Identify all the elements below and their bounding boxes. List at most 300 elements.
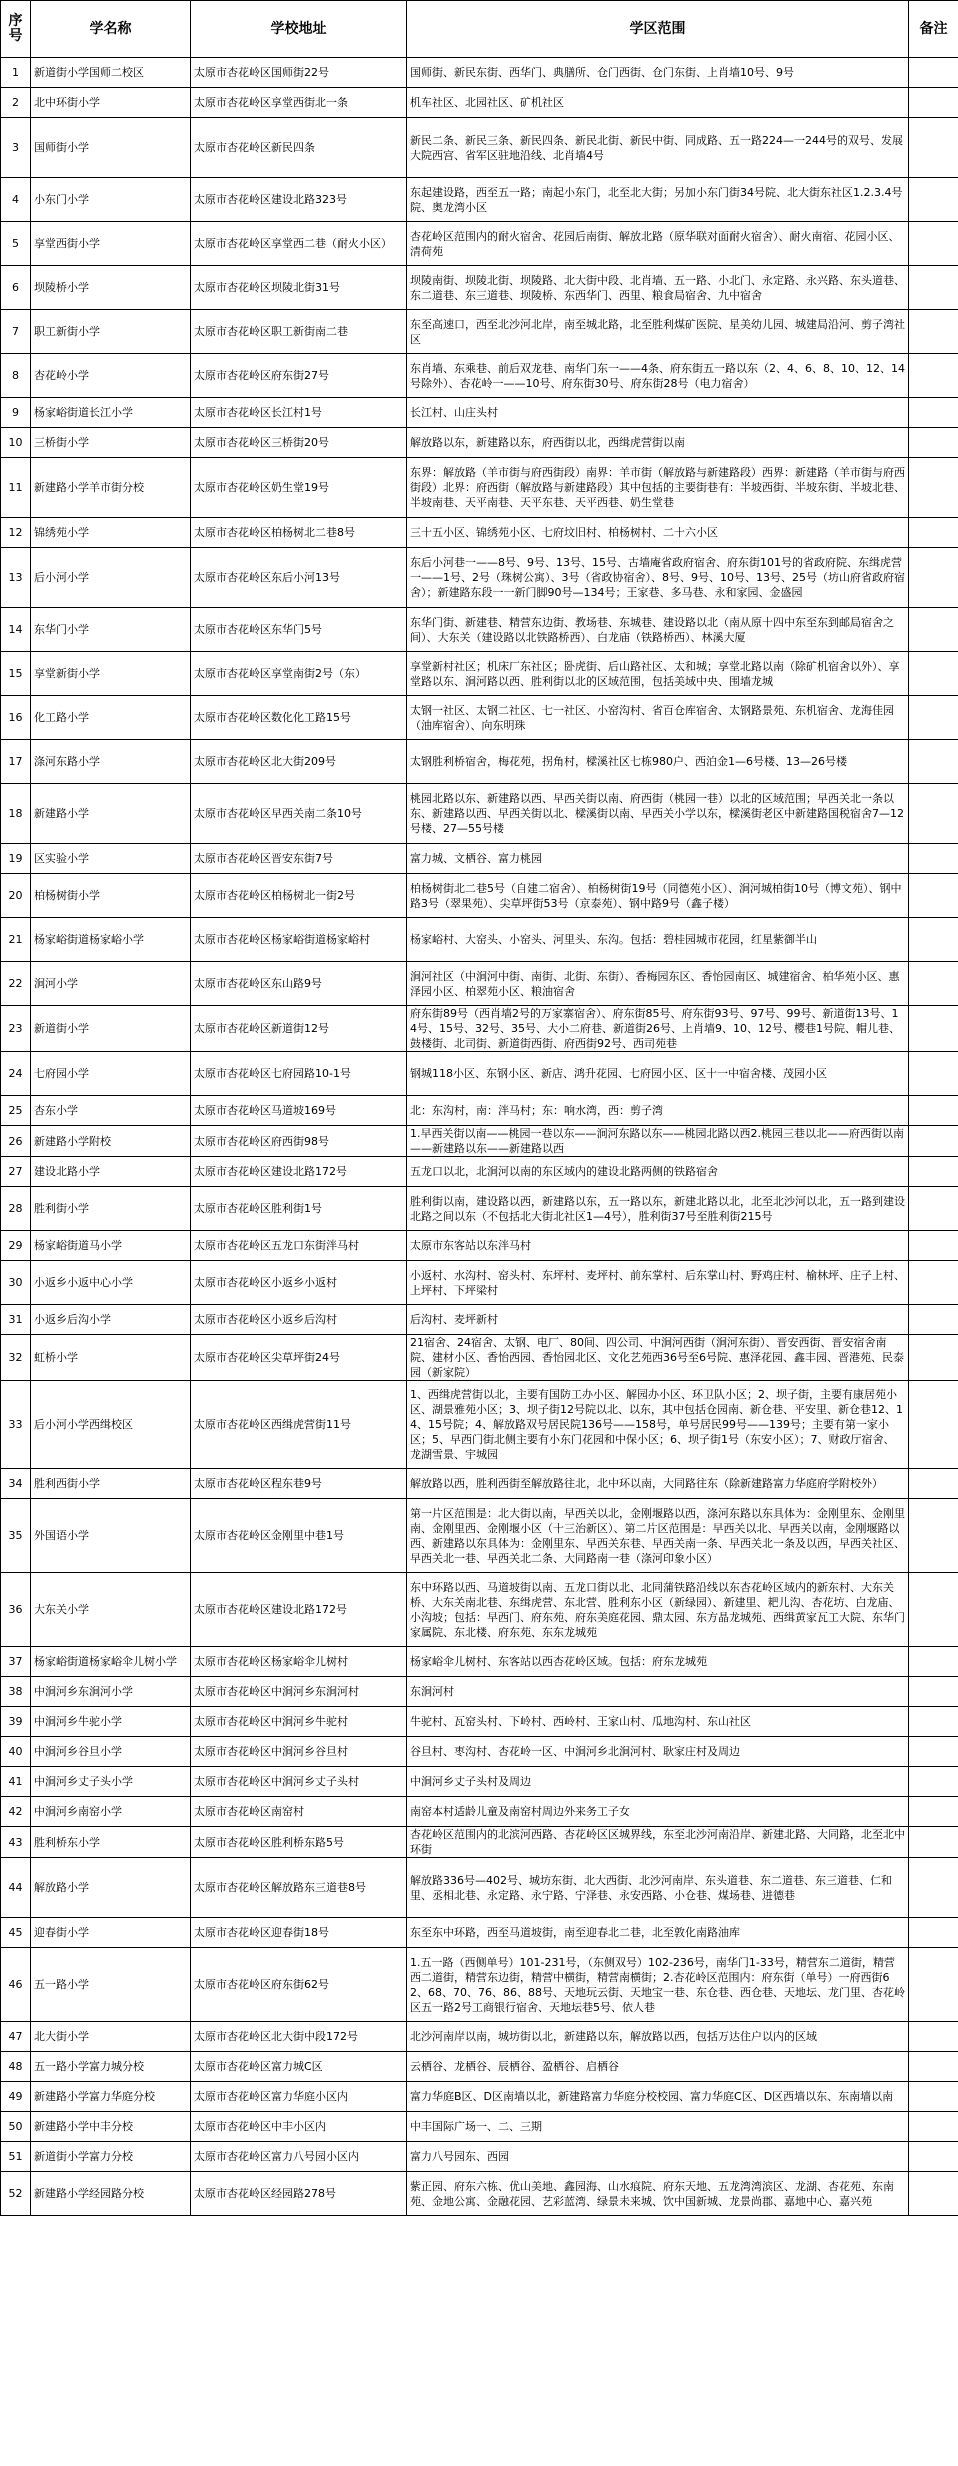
cell-school-address: 太原市杏花岭区府东街62号	[191, 1948, 407, 2022]
header-school-address: 学校地址	[191, 1, 407, 58]
cell-index: 18	[1, 784, 31, 844]
table-row	[1, 962, 958, 1006]
table-row	[1, 1006, 958, 1052]
table-row	[1, 844, 958, 874]
cell-school-name: 小返乡小返中心小学	[31, 1261, 191, 1305]
cell-district-range: 解放路以西，胜利西街至解放路往北，北中环以南，大同路往东（除新建路富力华庭府学附校外）	[407, 1469, 909, 1499]
cell-index: 34	[1, 1469, 31, 1499]
cell-district-range: 谷旦村、枣沟村、杏花岭一区、中涧河乡北涧河村、耿家庄村及周边	[407, 1737, 909, 1767]
cell-district-range: 新民二条、新民三条、新民四条、新民北街、新民中街、同成路、五一路224—一244号的双号、发展大院西宫、省军区驻地沿线、北肖墙4号	[407, 118, 909, 178]
cell-school-name: 杨家峪街道杨家峪小学	[31, 918, 191, 962]
cell-school-name: 新建路小学中丰分校	[31, 2112, 191, 2142]
cell-school-address: 太原市杏花岭区东华门5号	[191, 608, 407, 652]
cell-school-address: 太原市杏花岭区富力八号园小区内	[191, 2142, 407, 2172]
cell-school-address: 太原市杏花岭区新民四条	[191, 118, 407, 178]
cell-remarks	[909, 2052, 958, 2082]
cell-remarks	[909, 1707, 958, 1737]
cell-remarks	[909, 1797, 958, 1827]
cell-index: 31	[1, 1305, 31, 1335]
cell-district-range: 三十五小区、锦绣苑小区、七府坟旧村、柏杨树村、二十六小区	[407, 518, 909, 548]
cell-index: 3	[1, 118, 31, 178]
cell-school-address: 太原市杏花岭区府西街98号	[191, 1126, 407, 1157]
cell-school-name: 新道街小学国师二校区	[31, 58, 191, 88]
cell-remarks	[909, 2082, 958, 2112]
cell-school-address: 太原市杏花岭区中涧河乡东涧河村	[191, 1677, 407, 1707]
cell-index: 48	[1, 2052, 31, 2082]
cell-index: 47	[1, 2022, 31, 2052]
cell-index: 5	[1, 222, 31, 266]
cell-index: 44	[1, 1858, 31, 1918]
cell-school-address: 太原市杏花岭区晋安东街7号	[191, 844, 407, 874]
table-header-row	[1, 1, 958, 58]
cell-school-name: 虹桥小学	[31, 1335, 191, 1381]
cell-school-name: 小东门小学	[31, 178, 191, 222]
cell-remarks	[909, 310, 958, 354]
cell-index: 20	[1, 874, 31, 918]
cell-school-name: 新道街小学	[31, 1006, 191, 1052]
cell-school-name: 外国语小学	[31, 1499, 191, 1573]
cell-index: 11	[1, 458, 31, 518]
cell-school-address: 太原市杏花岭区南窑村	[191, 1797, 407, 1827]
table-row	[1, 1231, 958, 1261]
cell-school-name: 新建路小学	[31, 784, 191, 844]
cell-index: 30	[1, 1261, 31, 1305]
cell-school-address: 太原市杏花岭区长江村1号	[191, 398, 407, 428]
table-row	[1, 696, 958, 740]
cell-district-range: 富力华庭B区、D区南墙以北，新建路富力华庭分校校园、富力华庭C区、D区西墙以东、东南墙以南	[407, 2082, 909, 2112]
cell-school-address: 太原市杏花岭区五龙口东街泮马村	[191, 1231, 407, 1261]
cell-index: 15	[1, 652, 31, 696]
cell-district-range: 杨家峪村、大窑头、小窑头、河里头、东沟。包括：碧桂园城市花园，红星紫御半山	[407, 918, 909, 962]
table-row	[1, 222, 958, 266]
cell-remarks	[909, 2142, 958, 2172]
cell-school-name: 后小河小学	[31, 548, 191, 608]
table-row	[1, 2022, 958, 2052]
cell-school-name: 享堂新街小学	[31, 652, 191, 696]
cell-school-name: 杨家峪街道长江小学	[31, 398, 191, 428]
cell-school-name: 新建路小学富力华庭分校	[31, 2082, 191, 2112]
cell-index: 35	[1, 1499, 31, 1573]
cell-district-range: 云栖谷、龙栖谷、辰栖谷、盈栖谷、启栖谷	[407, 2052, 909, 2082]
cell-school-address: 太原市杏花岭区经园路278号	[191, 2172, 407, 2216]
cell-school-name: 中涧河乡丈子头小学	[31, 1767, 191, 1797]
table-row	[1, 1052, 958, 1096]
table-row	[1, 1261, 958, 1305]
table-row	[1, 2172, 958, 2216]
table-row	[1, 1096, 958, 1126]
cell-district-range: 中丰国际广场一、二、三期	[407, 2112, 909, 2142]
cell-remarks	[909, 918, 958, 962]
cell-school-address: 太原市杏花岭区北大街中段172号	[191, 2022, 407, 2052]
cell-index: 7	[1, 310, 31, 354]
cell-school-name: 胜利街小学	[31, 1187, 191, 1231]
cell-remarks	[909, 844, 958, 874]
cell-remarks	[909, 696, 958, 740]
cell-school-address: 太原市杏花岭区建设北路172号	[191, 1573, 407, 1647]
table-row	[1, 1573, 958, 1647]
table-row	[1, 310, 958, 354]
table-row	[1, 1827, 958, 1858]
cell-district-range: 中涧河乡丈子头村及周边	[407, 1767, 909, 1797]
cell-remarks	[909, 1737, 958, 1767]
table-row	[1, 608, 958, 652]
cell-index: 46	[1, 1948, 31, 2022]
table-row	[1, 1767, 958, 1797]
table-row	[1, 1737, 958, 1767]
cell-district-range: 第一片区范围是：北大街以南，早西关以北，金刚堰路以西，涤河东路以东具体为：金刚里东、金刚里南、金刚里西、金刚堰小区（十三治新区）、第二片区范围是：早西关以北、早西关以南，金刚堰路以西、新建路以东具体为：金刚里东、早西关东巷、早西关南一条、早西关北一条及以西，早西关社区、早西关北一巷、早西关北二条、大同路南一巷（涤河印象小区）	[407, 1499, 909, 1573]
cell-remarks	[909, 458, 958, 518]
cell-index: 40	[1, 1737, 31, 1767]
cell-district-range: 长江村、山庄头村	[407, 398, 909, 428]
cell-school-address: 太原市杏花岭区东山路9号	[191, 962, 407, 1006]
table-row	[1, 1381, 958, 1469]
cell-school-name: 建设北路小学	[31, 1157, 191, 1187]
header-district-range: 学区范围	[407, 1, 909, 58]
cell-school-address: 太原市杏花岭区西缉虎营街11号	[191, 1381, 407, 1469]
cell-school-name: 七府园小学	[31, 1052, 191, 1096]
cell-remarks	[909, 1187, 958, 1231]
cell-remarks	[909, 428, 958, 458]
cell-index: 24	[1, 1052, 31, 1096]
cell-district-range: 钢城118小区、东钢小区、新店、鸿升花园、七府园小区、区十一中宿舍楼、茂园小区	[407, 1052, 909, 1096]
cell-school-address: 太原市杏花岭区小返乡后沟村	[191, 1305, 407, 1335]
cell-district-range: 紫正园、府东六栋、优山美地、鑫园海、山水痕院、府东天地、五龙湾湾滨区、龙湖、杏花苑、东南苑、金地公寓、金融花园、艺彩蓝湾、绿景未来城、饮中国新城、龙景尚郡、嘉地中心、嘉兴苑	[407, 2172, 909, 2216]
cell-district-range: 北：东沟村，南：泮马村；东：响水湾，西：剪子湾	[407, 1096, 909, 1126]
cell-remarks	[909, 266, 958, 310]
cell-school-name: 胜利西街小学	[31, 1469, 191, 1499]
cell-index: 28	[1, 1187, 31, 1231]
cell-district-range: 太原市东客站以东泮马村	[407, 1231, 909, 1261]
cell-school-address: 太原市杏花岭区柏杨树北二巷8号	[191, 518, 407, 548]
cell-district-range: 21宿舍、24宿舍、太钢、电厂、80间、四公司、中涧河西街（涧河东街）、晋安西街、晋安宿舍南院、建材小区、香怡西园、香怡园北区、文化艺苑西36号至6号院、惠泽花园、鑫丰园、晋港苑、民泰园（新家院）	[407, 1335, 909, 1381]
cell-remarks	[909, 1305, 958, 1335]
table-row	[1, 1499, 958, 1573]
cell-school-address: 太原市杏花岭区中涧河乡谷旦村	[191, 1737, 407, 1767]
cell-school-name: 五一路小学富力城分校	[31, 2052, 191, 2082]
cell-remarks	[909, 518, 958, 548]
cell-school-name: 化工路小学	[31, 696, 191, 740]
cell-school-name: 涧河小学	[31, 962, 191, 1006]
cell-school-name: 北大街小学	[31, 2022, 191, 2052]
cell-district-range: 1.早西关街以南——桃园一巷以东——涧河东路以东——桃园北路以西2.桃园三巷以北——府西街以南——新建路以东——新建路以西	[407, 1126, 909, 1157]
cell-remarks	[909, 58, 958, 88]
cell-school-name: 解放路小学	[31, 1858, 191, 1918]
cell-index: 45	[1, 1918, 31, 1948]
cell-school-address: 太原市杏花岭区七府园路10-1号	[191, 1052, 407, 1096]
cell-district-range: 五龙口以北，北涧河以南的东区域内的建设北路两侧的铁路宿舍	[407, 1157, 909, 1187]
cell-school-address: 太原市杏花岭区新道街12号	[191, 1006, 407, 1052]
cell-index: 21	[1, 918, 31, 962]
table-row	[1, 178, 958, 222]
cell-index: 27	[1, 1157, 31, 1187]
table-row	[1, 1707, 958, 1737]
cell-school-name: 后小河小学西缉校区	[31, 1381, 191, 1469]
cell-index: 8	[1, 354, 31, 398]
cell-index: 51	[1, 2142, 31, 2172]
table-row	[1, 118, 958, 178]
table-row	[1, 918, 958, 962]
table-row	[1, 88, 958, 118]
cell-school-address: 太原市杏花岭区胜利桥东路5号	[191, 1827, 407, 1858]
cell-school-address: 太原市杏花岭区柏杨树北一街2号	[191, 874, 407, 918]
cell-remarks	[909, 1469, 958, 1499]
cell-school-address: 太原市杏花岭区建设北路172号	[191, 1157, 407, 1187]
cell-district-range: 胜利街以南，建设路以西，新建路以东，五一路以东，新建北路以北，北至北沙河以北，五一路到建设北路之间以东（不包括北大街北社区1—4号），胜利街37号至胜利街215号	[407, 1187, 909, 1231]
cell-district-range: 桃园北路以东、新建路以西、早西关街以南、府西街（桃园一巷）以北的区域范围；早西关北一条以东、新建路以西、早西关街以北、樑溪街以南、早西关小学以东，樑溪街老区中新建路国税宿舍7—12号楼、27—55号楼	[407, 784, 909, 844]
cell-school-name: 锦绣苑小学	[31, 518, 191, 548]
cell-index: 25	[1, 1096, 31, 1126]
cell-index: 36	[1, 1573, 31, 1647]
cell-school-address: 太原市杏花岭区杨家峪街道杨家峪村	[191, 918, 407, 962]
cell-district-range: 北沙河南岸以南，城坊街以北，新建路以东，解放路以西，包括万达住户以内的区域	[407, 2022, 909, 2052]
cell-district-range: 东至高速口，西至北沙河北岸，南至城北路，北至胜利煤矿医院、星美幼儿园、城建局沿河、剪子湾社区	[407, 310, 909, 354]
cell-index: 4	[1, 178, 31, 222]
cell-index: 43	[1, 1827, 31, 1858]
cell-district-range: 柏杨树街北二巷5号（自建二宿舍）、柏杨树街19号（同德苑小区）、涧河城柏街10号（博文苑）、钢中路3号（翠果苑）、尖草坪街53号（京泰苑）、钢中路9号（鑫子楼）	[407, 874, 909, 918]
table-row	[1, 1677, 958, 1707]
cell-school-name: 新建路小学羊市街分校	[31, 458, 191, 518]
table-row	[1, 784, 958, 844]
cell-school-name: 新建路小学经园路分校	[31, 2172, 191, 2216]
cell-index: 41	[1, 1767, 31, 1797]
cell-index: 37	[1, 1647, 31, 1677]
cell-remarks	[909, 2112, 958, 2142]
cell-index: 29	[1, 1231, 31, 1261]
cell-school-address: 太原市杏花岭区国师街22号	[191, 58, 407, 88]
cell-index: 19	[1, 844, 31, 874]
cell-school-name: 五一路小学	[31, 1948, 191, 2022]
cell-remarks	[909, 1261, 958, 1305]
table-row	[1, 2082, 958, 2112]
table-body	[1, 58, 958, 2216]
table-row	[1, 1305, 958, 1335]
cell-index: 32	[1, 1335, 31, 1381]
table-row	[1, 1647, 958, 1677]
cell-index: 14	[1, 608, 31, 652]
cell-school-address: 太原市杏花岭区解放路东三道巷8号	[191, 1858, 407, 1918]
cell-district-range: 机车社区、北园社区、矿机社区	[407, 88, 909, 118]
cell-school-address: 太原市杏花岭区迎春街18号	[191, 1918, 407, 1948]
cell-school-name: 中涧河乡东涧河小学	[31, 1677, 191, 1707]
cell-remarks	[909, 1767, 958, 1797]
cell-remarks	[909, 88, 958, 118]
cell-school-address: 太原市杏花岭区杨家峪伞儿树村	[191, 1647, 407, 1677]
cell-remarks	[909, 354, 958, 398]
cell-index: 22	[1, 962, 31, 1006]
cell-remarks	[909, 962, 958, 1006]
cell-district-range: 太钢一社区、太钢二社区、七一社区、小窑沟村、省百仓库宿舍、太钢路景苑、东机宿舍、龙海佳园（油库宿舍）、向东明珠	[407, 696, 909, 740]
table-row	[1, 1918, 958, 1948]
cell-school-address: 太原市杏花岭区中涧河乡牛驼村	[191, 1707, 407, 1737]
cell-district-range: 解放路336号—402号、城坊东街、北大西街、北沙河南岸、东头道巷、东二道巷、东三道巷、仁和里、丞相北巷、永定路、永宁路、宁泽巷、永安西路、小仓巷、煤场巷、进德巷	[407, 1858, 909, 1918]
cell-remarks	[909, 222, 958, 266]
cell-remarks	[909, 1573, 958, 1647]
cell-district-range: 东华门街、新建巷、精营东边街、教场巷、东城巷、建设路以北（南从原十四中东至东到邮局宿舍之间）、大东关（建设路以北铁路桥西）、白龙庙（铁路桥西）、林溪大厦	[407, 608, 909, 652]
cell-index: 1	[1, 58, 31, 88]
cell-remarks	[909, 118, 958, 178]
cell-remarks	[909, 1677, 958, 1707]
cell-remarks	[909, 874, 958, 918]
table-row	[1, 1157, 958, 1187]
cell-school-name: 杏花岭小学	[31, 354, 191, 398]
cell-district-range: 东涧河村	[407, 1677, 909, 1707]
cell-index: 16	[1, 696, 31, 740]
cell-school-name: 杨家峪街道马小学	[31, 1231, 191, 1261]
cell-remarks	[909, 1231, 958, 1261]
cell-district-range: 后沟村、麦坪新村	[407, 1305, 909, 1335]
table-row	[1, 740, 958, 784]
cell-district-range: 1、西缉虎营街以北，主要有国防工办小区、解园办小区、环卫队小区；2、坝子街，主要有康居苑小区、湖景雅苑小区；3、坝子街12号院以北、以东，其中包括仓园南、新仓巷、平安里、新仓巷12、14、15号院；4、解放路双号居民院136号——158号，单号居民99号——139号；主要有第一家小区；5、早西门街北侧主要有小东门花园和中保小区；6、坝子街1号（东安小区）；7、财政厅宿舍、龙湖雪景、宇城园	[407, 1381, 909, 1469]
cell-school-address: 太原市杏花岭区享堂西二巷（耐火小区）	[191, 222, 407, 266]
cell-district-range: 南窑本村适龄儿童及南窑村周边外来务工子女	[407, 1797, 909, 1827]
cell-school-address: 太原市杏花岭区府东街27号	[191, 354, 407, 398]
cell-school-address: 太原市杏花岭区早西关南二条10号	[191, 784, 407, 844]
table-row	[1, 354, 958, 398]
cell-school-name: 坝陵桥小学	[31, 266, 191, 310]
header-index: 序号	[1, 1, 31, 58]
cell-district-range: 东界：解放路（羊市街与府西街段）南界：羊市街（解放路与新建路段）西界：新建路（羊市街与府西街段）北界：府西街（解放路与新建路段）其中包括的主要街巷有：半坡西街、半坡东街、半坡北巷、半坡南巷、天平南巷、天平东巷、天平西巷、奶生堂巷	[407, 458, 909, 518]
table-row	[1, 2112, 958, 2142]
cell-district-range: 享堂新村社区；机床厂东社区；卧虎街、后山路社区、太和城；享堂北路以南（除矿机宿舍以外）、享堂路以东、涧河路以西、胜利街以北的区域范围，包括美域中央、围墙龙城	[407, 652, 909, 696]
cell-district-range: 坝陵南街、坝陵北街、坝陵路、北大街中段、北肖墙、五一路、小北门、永定路、永兴路、东头道巷、东二道巷、东三道巷、坝陵桥、东西华门、西里、粮食局宿舍、九中宿舍	[407, 266, 909, 310]
cell-remarks	[909, 1858, 958, 1918]
cell-school-address: 太原市杏花岭区中涧河乡丈子头村	[191, 1767, 407, 1797]
cell-district-range: 1.五一路（西侧单号）101-231号，（东侧双号）102-236号，南华门1-33号，精营东二道街，精营西二道街，精营东边街，精营中横街，精营南横街；2.杏花岭区范围内：府东街（单号）一府西街62、68、70、76、86、88号、天地玩云街、天地宝一巷、东仓巷、西仓巷、天地坛、龙门里、杏花岭区五一路2号工商银行宿舍、天地坛巷5号、依人巷	[407, 1948, 909, 2022]
cell-school-name: 杨家峪街道杨家峪伞儿树小学	[31, 1647, 191, 1677]
cell-remarks	[909, 1827, 958, 1858]
cell-index: 9	[1, 398, 31, 428]
cell-remarks	[909, 1499, 958, 1573]
cell-index: 26	[1, 1126, 31, 1157]
cell-district-range: 东起建设路，西至五一路；南起小东门，北至北大街；另加小东门街34号院、北大街东社区1.2.3.4号院、奥龙湾小区	[407, 178, 909, 222]
cell-index: 52	[1, 2172, 31, 2216]
cell-remarks	[909, 1006, 958, 1052]
cell-index: 38	[1, 1677, 31, 1707]
cell-remarks	[909, 740, 958, 784]
cell-index: 10	[1, 428, 31, 458]
table-row	[1, 1797, 958, 1827]
cell-index: 49	[1, 2082, 31, 2112]
cell-school-name: 新建路小学附校	[31, 1126, 191, 1157]
cell-school-address: 太原市杏花岭区富力城C区	[191, 2052, 407, 2082]
cell-remarks	[909, 1647, 958, 1677]
cell-remarks	[909, 608, 958, 652]
cell-district-range: 府东街89号（西肖墙2号的万家寨宿舍）、府东街85号、府东街93号、97号、99号、新道街13号、14号、15号、32号、35号、大小二府巷、新道街26号、上肖墙9、10、12号、樱巷1号院、帽儿巷、鼓楼街、北司街、新道街西街、府西街92号、西司苑巷	[407, 1006, 909, 1052]
cell-remarks	[909, 178, 958, 222]
cell-index: 23	[1, 1006, 31, 1052]
cell-remarks	[909, 1052, 958, 1096]
cell-school-address: 太原市杏花岭区坝陵北街31号	[191, 266, 407, 310]
header-remarks: 备注	[909, 1, 958, 58]
cell-school-address: 太原市杏花岭区建设北路323号	[191, 178, 407, 222]
table-row	[1, 548, 958, 608]
cell-remarks	[909, 784, 958, 844]
cell-school-name: 国师街小学	[31, 118, 191, 178]
cell-school-name: 杏东小学	[31, 1096, 191, 1126]
cell-school-address: 太原市杏花岭区富力华庭小区内	[191, 2082, 407, 2112]
cell-school-name: 新道街小学富力分校	[31, 2142, 191, 2172]
cell-school-address: 太原市杏花岭区东后小河13号	[191, 548, 407, 608]
header-school-name: 学名称	[31, 1, 191, 58]
cell-school-address: 太原市杏花岭区三桥街20号	[191, 428, 407, 458]
cell-school-address: 太原市杏花岭区数化化工路15号	[191, 696, 407, 740]
cell-district-range: 国师街、新民东街、西华门、典膳所、仓门西街、仓门东街、上肖墙10号、9号	[407, 58, 909, 88]
table-row	[1, 1126, 958, 1157]
cell-school-address: 太原市杏花岭区享堂南街2号（东）	[191, 652, 407, 696]
table-row	[1, 2142, 958, 2172]
cell-school-name: 区实验小学	[31, 844, 191, 874]
cell-school-address: 太原市杏花岭区程东巷9号	[191, 1469, 407, 1499]
cell-remarks	[909, 1096, 958, 1126]
cell-school-name: 职工新街小学	[31, 310, 191, 354]
cell-remarks	[909, 652, 958, 696]
cell-remarks	[909, 1126, 958, 1157]
cell-school-address: 太原市杏花岭区享堂西街北一条	[191, 88, 407, 118]
cell-school-name: 小返乡后沟小学	[31, 1305, 191, 1335]
table-row	[1, 874, 958, 918]
cell-remarks	[909, 2022, 958, 2052]
table-row	[1, 518, 958, 548]
table-row	[1, 652, 958, 696]
table-row	[1, 1948, 958, 2022]
cell-index: 39	[1, 1707, 31, 1737]
cell-school-name: 享堂西街小学	[31, 222, 191, 266]
cell-district-range: 杏花岭区范围内的耐火宿舍、花园后南街、解放北路（原华联对面耐火宿舍）、耐火南宿、花园小区、清荷苑	[407, 222, 909, 266]
cell-remarks	[909, 2172, 958, 2216]
cell-district-range: 小返村、水沟村、窑头村、东坪村、麦坪村、前东掌村、后东掌山村、野鸡庄村、榆林坪、庄子上村、上坪村、下坪梁村	[407, 1261, 909, 1305]
cell-school-name: 中涧河乡南窑小学	[31, 1797, 191, 1827]
cell-school-name: 三桥街小学	[31, 428, 191, 458]
cell-district-range: 东至东中环路，西至马道坡街，南至迎春北二巷，北至敦化南路油库	[407, 1918, 909, 1948]
cell-school-name: 北中环街小学	[31, 88, 191, 118]
cell-district-range: 富力八号园东、西园	[407, 2142, 909, 2172]
cell-district-range: 东肖墙、东乘巷、前后双龙巷、南华门东一——4条、府东街五一路以东（2、4、6、8、10、12、14号除外）、杏花岭一——10号、府东街30号、府东街28号（电力宿舍）	[407, 354, 909, 398]
table-row	[1, 398, 958, 428]
cell-school-address: 太原市杏花岭区奶生堂19号	[191, 458, 407, 518]
cell-district-range: 杨家峪伞儿树村、东客站以西杏花岭区域。包括：府东龙城苑	[407, 1647, 909, 1677]
cell-index: 33	[1, 1381, 31, 1469]
cell-district-range: 富力城、文栖谷、富力桃园	[407, 844, 909, 874]
cell-school-address: 太原市杏花岭区胜利街1号	[191, 1187, 407, 1231]
cell-district-range: 牛驼村、瓦窑头村、下岭村、西岭村、王家山村、瓜地沟村、东山社区	[407, 1707, 909, 1737]
table-row	[1, 266, 958, 310]
cell-school-address: 太原市杏花岭区职工新街南二巷	[191, 310, 407, 354]
cell-school-address: 太原市杏花岭区金刚里中巷1号	[191, 1499, 407, 1573]
cell-index: 2	[1, 88, 31, 118]
cell-district-range: 东后小河巷一——8号、9号、13号、15号、古墙庵省政府宿舍、府东街101号的省政府院、东缉虎营一——1号、2号（珠树公寓）、3号（省政协宿舍）、8号、9号、10号、13号、25号（坊山府省政府宿舍）；新建路东段一一新门脚90号—134号；王家巷、多马巷、永和家园、金盛园	[407, 548, 909, 608]
table-row	[1, 2052, 958, 2082]
cell-index: 6	[1, 266, 31, 310]
cell-remarks	[909, 1157, 958, 1187]
cell-remarks	[909, 1948, 958, 2022]
cell-remarks	[909, 1335, 958, 1381]
table-row	[1, 1335, 958, 1381]
cell-district-range: 解放路以东，新建路以东，府西街以北，西缉虎营街以南	[407, 428, 909, 458]
cell-index: 12	[1, 518, 31, 548]
table-row	[1, 1858, 958, 1918]
cell-index: 17	[1, 740, 31, 784]
cell-school-name: 中涧河乡谷旦小学	[31, 1737, 191, 1767]
table-row	[1, 58, 958, 88]
cell-school-name: 胜利桥东小学	[31, 1827, 191, 1858]
table-row	[1, 1469, 958, 1499]
cell-remarks	[909, 1381, 958, 1469]
cell-school-name: 涤河东路小学	[31, 740, 191, 784]
cell-index: 42	[1, 1797, 31, 1827]
cell-school-name: 大东关小学	[31, 1573, 191, 1647]
cell-district-range: 杏花岭区范围内的北滨河西路、杏花岭区区城界线，东至北沙河南沿岸、新建北路、大同路，北至北中环街	[407, 1827, 909, 1858]
cell-remarks	[909, 548, 958, 608]
